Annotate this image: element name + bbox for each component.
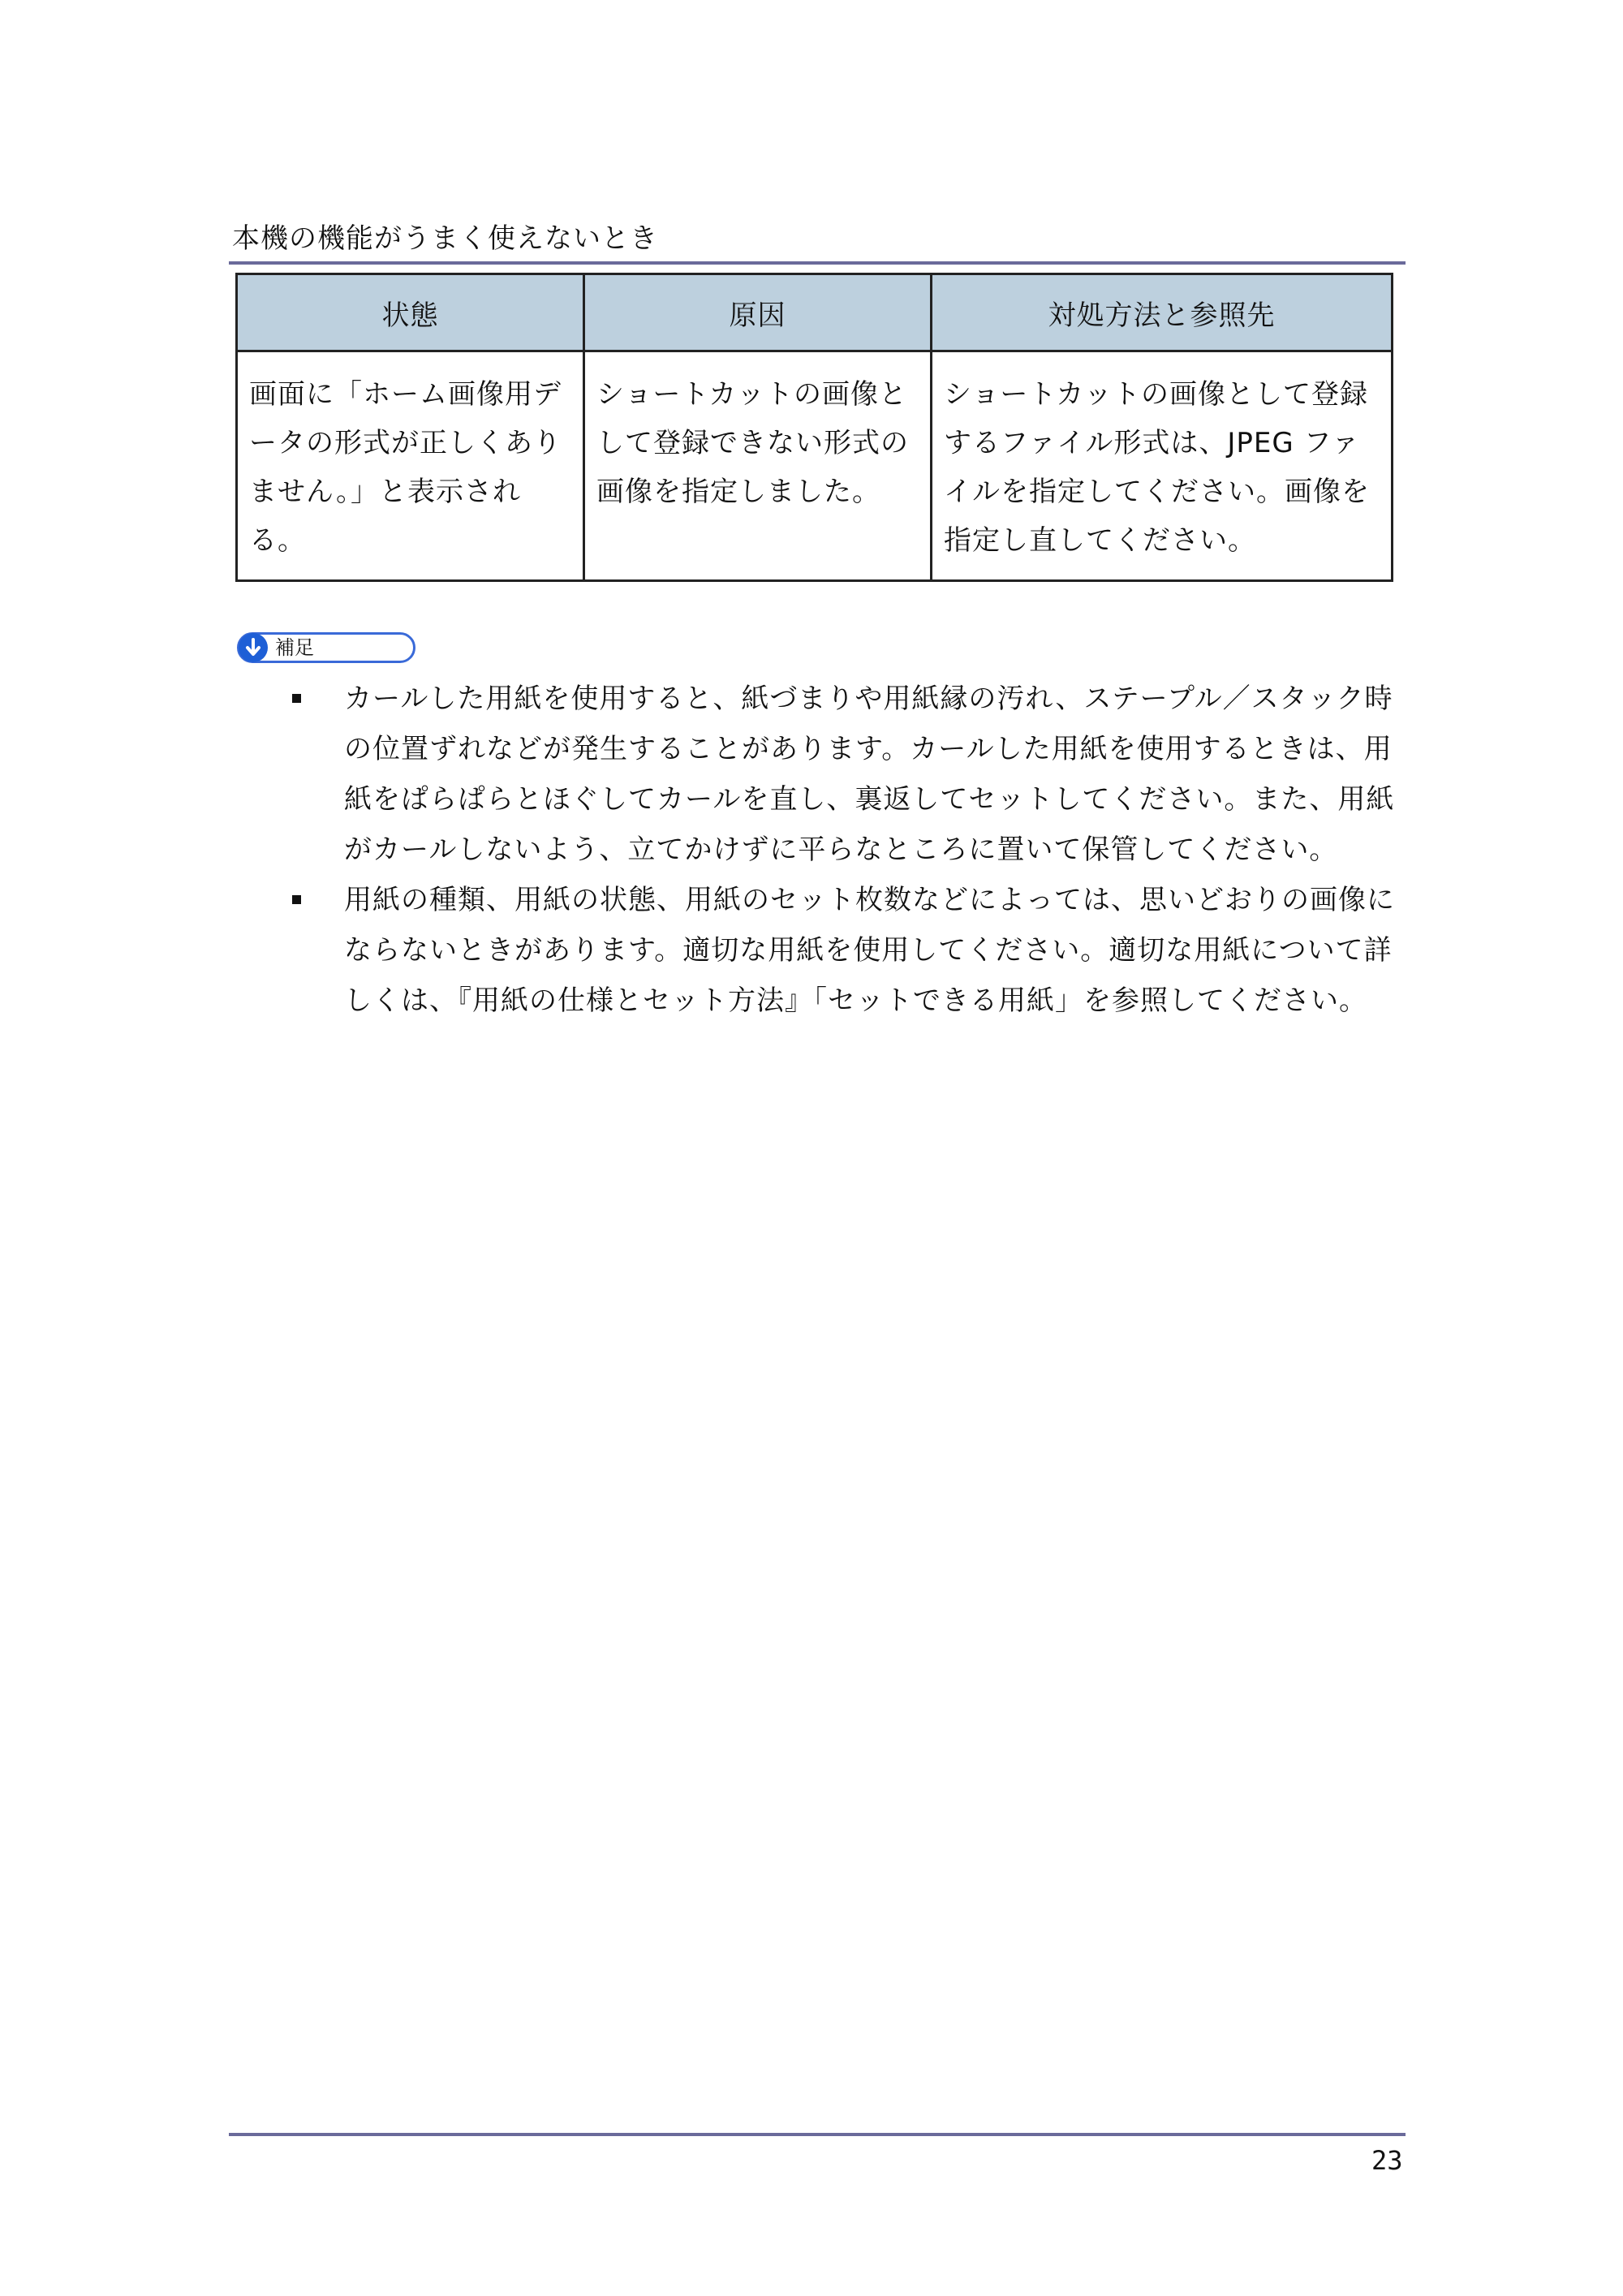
- note-badge: [237, 632, 415, 663]
- table-row: [237, 351, 1393, 581]
- note-text: 用紙の種類、用紙の状態、用紙のセット枚数などによっては、思いどおりの画像にならないときがあります。適切な用紙を使用してください。適切な用紙について詳しくは、『用紙の仕様とセット方法』「セットできる用紙」を参照してください。: [344, 884, 1395, 1017]
- list-item: [292, 875, 1412, 1026]
- troubleshooting-table: [235, 273, 1393, 582]
- section-title: 本機の機能がうまく使えないとき: [232, 222, 658, 255]
- page-number: 23: [1371, 2145, 1403, 2176]
- header-cause: 原因: [584, 274, 932, 351]
- top-rule: [229, 261, 1406, 265]
- note-label: 補足: [275, 636, 314, 659]
- table-header-row: [237, 274, 1393, 351]
- header-remedy: 対処方法と参照先: [932, 274, 1393, 351]
- down-arrow-icon: [239, 633, 268, 662]
- bullet-icon: [292, 895, 301, 904]
- list-item: [292, 674, 1412, 875]
- bullet-icon: [292, 694, 301, 703]
- bottom-rule: [229, 2133, 1406, 2136]
- note-text: カールした用紙を使用すると、紙づまりや用紙縁の汚れ、ステープル／スタック時の位置ずれなどが発生することがあります。カールした用紙を使用するときは、用紙をぱらぱらとほぐしてカールを直し、裏返してセットしてください。また、用紙がカールしないよう、立てかけずに平らなところに置いて保管してください。: [344, 683, 1395, 866]
- cell-state: 画面に「ホーム画像用データの形式が正しくありません。」と表示される。: [237, 351, 584, 581]
- cell-remedy: ショートカットの画像として登録するファイル形式は、JPEG ファイルを指定してください。画像を指定し直してください。: [932, 351, 1393, 581]
- cell-cause: ショートカットの画像として登録できない形式の画像を指定しました。: [584, 351, 932, 581]
- notes-list: [292, 674, 1412, 1026]
- header-state: 状態: [237, 274, 584, 351]
